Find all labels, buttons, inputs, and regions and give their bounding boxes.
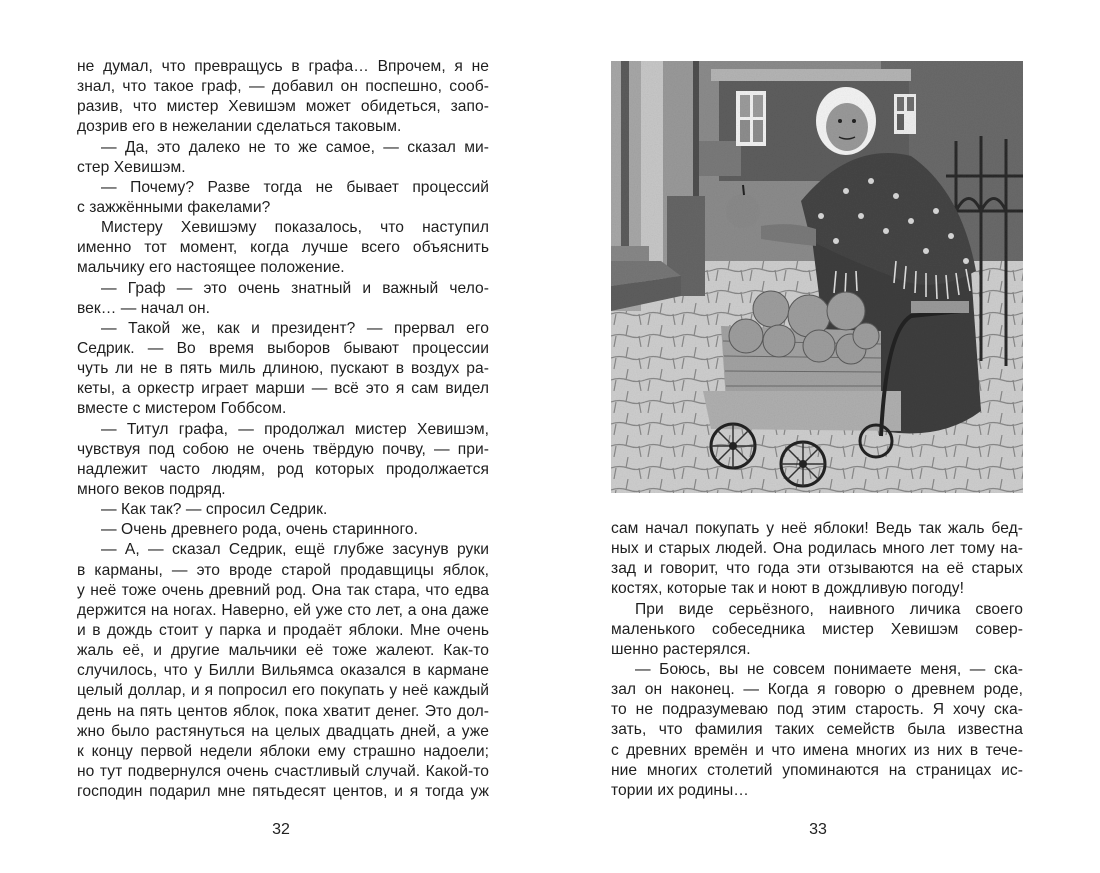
text-line: знал, что такое граф, — добавил он поспешно, сооб-: [77, 78, 489, 96]
text-line: много веков подряд.: [77, 480, 226, 498]
text-line: вместе с мистером Гоббсом.: [77, 400, 287, 418]
text-line: дозрив его в нежелании сделаться таковым.: [77, 118, 402, 136]
text-line: век… — начал он.: [77, 299, 211, 317]
text-line: — Почему? Разве тогда не бывает процессий: [101, 178, 489, 196]
text-line: чувствуя под собою не очень твёрдую почву, — при-: [77, 440, 489, 458]
text-line: тории их родины…: [611, 781, 749, 799]
text-line: но тут подвернулся очень счастливый случай. Какой-то: [77, 762, 489, 780]
illustration-apple-seller: [611, 61, 1023, 493]
text-line: случилось, что у Билли Вильямса оказался в кармане: [77, 662, 489, 680]
text-line: мальчику его настоящее положение.: [77, 259, 345, 277]
text-line: — Граф — это очень знатный и важный чело-: [101, 279, 489, 297]
text-line: зад и говорит, что года эти отзываются на её старых: [611, 560, 1023, 578]
text-line: целый доллар, и я попросил его покупать у неё каждый: [77, 682, 489, 700]
text-line: — А, — сказал Седрик, ещё глубже засунув руки: [101, 541, 489, 559]
text-line: ных и старых людей. Она родилась много лет тому на-: [611, 540, 1023, 558]
text-line: сам начал покупать у неё яблоки! Ведь так жаль бед-: [611, 520, 1023, 537]
text-line: день на пять центов яблок, пока хватит денег. Это дол-: [77, 702, 489, 720]
text-line: стер Хевишэм.: [77, 158, 186, 176]
text-line: — Да, это далеко не то же самое, — сказал ми-: [101, 138, 489, 156]
text-line: зать, что фамилия таких семейств была известна: [611, 721, 1023, 739]
text-line: разив, что мистер Хевишэм может обидеться, запо-: [77, 98, 489, 116]
text-line: маленького собеседника мистер Хевишэм совер-: [611, 620, 1023, 638]
text-line: — Как так? — спросил Седрик.: [101, 501, 328, 519]
text-line: надлежит часто людям, род которых продолжается: [77, 460, 489, 478]
text-line: жно было растянуться на целых двадцать дней, а уже: [77, 722, 489, 740]
page-number-right: 33: [809, 821, 827, 838]
text-line: держится на ногах. Наверно, ей уже сто лет, а она даже: [77, 601, 489, 619]
left-page-text: [77, 57, 489, 802]
text-line: к концу первой недели яблоки ему страшно надоели;: [77, 742, 489, 760]
text-line: Мистеру Хевишэму показалось, что наступил: [101, 219, 489, 237]
text-line: у неё тоже очень древний род. Она так стара, что едва: [77, 581, 489, 599]
page-number-left: 32: [272, 821, 290, 838]
text-line: — Очень древнего рода, очень старинного.: [101, 521, 418, 539]
right-page-text: [611, 519, 1023, 801]
text-line: в карманы, — это вроде старой продавщицы яблок,: [77, 561, 489, 579]
text-line: Седрик. — Во время выборов бывают процессии: [77, 339, 489, 357]
text-line: — Боюсь, вы не совсем понимаете меня, — ска-: [635, 660, 1023, 678]
text-line: именно тот момент, когда лучше всего объяснить: [77, 239, 489, 257]
text-line: и в дождь стоит у парка и продаёт яблоки. Мне очень: [77, 621, 489, 639]
text-line: зал он наконец. — Когда я говорю о древнем роде,: [611, 681, 1023, 699]
text-line: При виде серьёзного, наивного личика своего: [635, 600, 1023, 618]
text-line: шенно растерялся.: [611, 640, 751, 658]
text-line: костях, которые так и ноют в дождливую погоду!: [611, 580, 964, 598]
text-line: с зажжёнными факелами?: [77, 198, 271, 216]
text-line: ние многих столетий упоминаются на страницах ис-: [611, 761, 1023, 779]
text-line: господин подарил мне пятьдесят центов, и я тогда уж: [77, 783, 489, 801]
text-line: — Титул графа, — продолжал мистер Хевишэм,: [101, 420, 489, 438]
right-page: [550, 0, 1100, 873]
text-line: не думал, что превращусь в графа… Впрочем, я не: [77, 58, 489, 75]
apple-seller-picture: [611, 61, 1023, 493]
text-line: жаль её, и другие мальчики её тоже жалеют. Как-то: [77, 642, 489, 660]
text-line: чуть ли не в пять миль длиною, пускают в воздух ра-: [77, 360, 489, 378]
text-line: то не подразумеваю под этим старость. Я хочу ска-: [611, 701, 1023, 719]
text-line: — Такой же, как и президент? — прервал его: [101, 319, 489, 337]
text-line: с древних времён и что имена многих из них в тече-: [611, 741, 1023, 759]
text-line: кеты, а оркестр играет марши — всё это я сам видел: [77, 380, 489, 398]
